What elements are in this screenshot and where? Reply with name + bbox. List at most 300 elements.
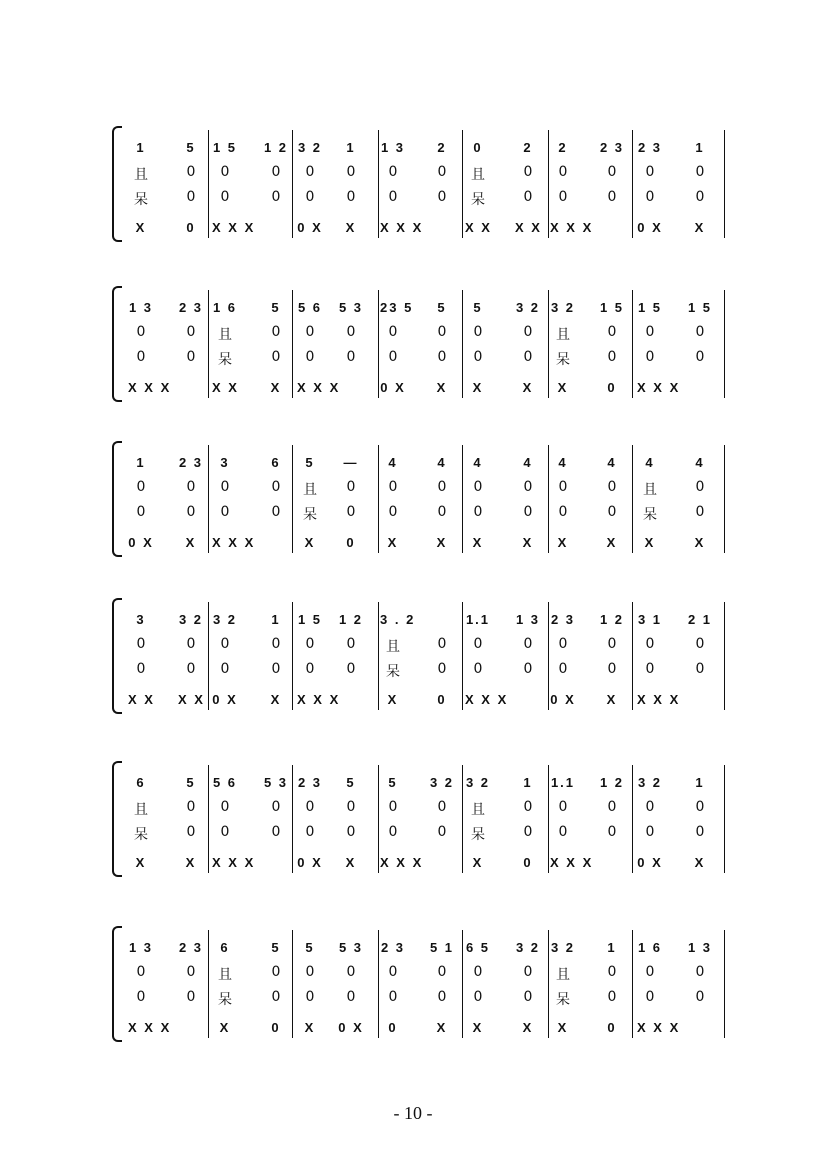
score-system — [0, 300, 826, 430]
perc-note: X — [304, 535, 316, 550]
gong-note: 0 — [558, 799, 568, 815]
perc-note: 0 X — [637, 855, 663, 870]
gong-note: 0 — [695, 964, 705, 980]
gu-note: 0 — [186, 504, 196, 520]
melody-note: 2 — [558, 140, 568, 155]
perc-note: X X X — [380, 220, 424, 235]
perc-note: X — [185, 535, 197, 550]
gu-note: 0 — [271, 661, 281, 677]
gu-note: 0 — [346, 189, 356, 205]
gu-note: 0 — [220, 189, 230, 205]
gu-note: 0 — [437, 824, 447, 840]
melody-note: 5 3 — [338, 300, 364, 315]
gu-note: 0 — [388, 504, 398, 520]
melody-note: 1 3 — [128, 940, 154, 955]
gu-note: 0 — [186, 661, 196, 677]
gu-note: 0 — [473, 349, 483, 365]
bar-line — [548, 445, 549, 553]
bar-line — [548, 765, 549, 873]
gong-note: 0 — [271, 636, 281, 652]
bar-line — [292, 765, 293, 873]
melody-note: 1 5 — [687, 300, 713, 315]
gu-note: 呆 — [134, 827, 148, 843]
bar-line — [462, 445, 463, 553]
gu-note: 0 — [607, 989, 617, 1005]
perc-note: X X — [178, 692, 205, 707]
gong-note: 0 — [645, 164, 655, 180]
melody-note: 3 2 — [465, 775, 491, 790]
perc-note: X X X — [128, 1020, 172, 1035]
perc-note: X X X — [297, 380, 341, 395]
score-system — [0, 940, 826, 1070]
perc-note: X — [436, 380, 448, 395]
melody-note: 1 — [695, 140, 705, 155]
system-brace — [112, 132, 124, 236]
melody-note: 5 3 — [263, 775, 289, 790]
gong-note: 0 — [346, 324, 356, 340]
gong-note: 0 — [220, 164, 230, 180]
gong-note: 0 — [558, 164, 568, 180]
perc-note: 0 — [346, 535, 356, 550]
gong-note: 0 — [437, 479, 447, 495]
perc-note: 0 — [607, 1020, 617, 1035]
gong-note: 0 — [305, 636, 315, 652]
gu-note: 0 — [271, 349, 281, 365]
gu-note: 0 — [645, 189, 655, 205]
gong-note: 且 — [303, 482, 317, 498]
melody-note: 5 — [271, 940, 281, 955]
melody-note: 2 — [523, 140, 533, 155]
gong-note: 0 — [695, 636, 705, 652]
bar-line — [378, 930, 379, 1038]
bar-line — [724, 602, 725, 710]
gu-note: 0 — [523, 349, 533, 365]
melody-note: 6 — [271, 455, 281, 470]
gong-note: 0 — [305, 799, 315, 815]
gong-note: 0 — [136, 324, 146, 340]
gong-note: 0 — [136, 479, 146, 495]
gu-note: 0 — [695, 349, 705, 365]
melody-note: 3 2 — [637, 775, 663, 790]
gong-note: 0 — [220, 799, 230, 815]
gong-note: 0 — [695, 799, 705, 815]
bar-line — [378, 130, 379, 238]
perc-note: X — [270, 692, 282, 707]
gong-note: 0 — [437, 636, 447, 652]
gu-note: 0 — [473, 989, 483, 1005]
bar-line — [632, 930, 633, 1038]
score-system — [0, 140, 826, 270]
melody-note: 1 5 — [212, 140, 238, 155]
perc-note: X — [694, 535, 706, 550]
melody-note: 1 5 — [297, 612, 323, 627]
bar-line — [292, 445, 293, 553]
melody-note: 4 — [388, 455, 398, 470]
melody-note: 5 — [346, 775, 356, 790]
perc-note: X X X — [637, 692, 681, 707]
perc-note: X X — [515, 220, 542, 235]
melody-note: 6 — [220, 940, 230, 955]
gong-note: 0 — [305, 964, 315, 980]
bar-line — [208, 290, 209, 398]
melody-note: 3 — [220, 455, 230, 470]
gu-note: 呆 — [471, 192, 485, 208]
melody-note: 2 — [437, 140, 447, 155]
bar-line — [378, 445, 379, 553]
gong-note: 0 — [607, 799, 617, 815]
gu-note: 0 — [523, 989, 533, 1005]
bar-line — [292, 130, 293, 238]
system-brace — [112, 292, 124, 396]
melody-note: 6 — [136, 775, 146, 790]
perc-note: X — [694, 855, 706, 870]
perc-note: 0 — [271, 1020, 281, 1035]
gu-note: 0 — [695, 661, 705, 677]
gong-note: 0 — [437, 324, 447, 340]
melody-note: 1 5 — [637, 300, 663, 315]
perc-note: X X X — [128, 380, 172, 395]
score-system — [0, 775, 826, 905]
gu-note: 0 — [558, 824, 568, 840]
gong-note: 且 — [218, 967, 232, 983]
melody-note: 1.1 — [465, 612, 491, 627]
perc-note: X — [522, 1020, 534, 1035]
perc-note: 0 X — [297, 855, 323, 870]
gong-note: 且 — [556, 967, 570, 983]
gong-note: 0 — [346, 479, 356, 495]
gu-note: 0 — [220, 504, 230, 520]
melody-note: 5 — [388, 775, 398, 790]
bar-line — [208, 765, 209, 873]
gong-note: 0 — [437, 964, 447, 980]
bar-line — [724, 445, 725, 553]
bar-line — [632, 602, 633, 710]
melody-note: 3 2 — [515, 940, 541, 955]
melody-note: 1 — [271, 612, 281, 627]
perc-note: X X X — [465, 692, 509, 707]
perc-note: X — [436, 1020, 448, 1035]
gu-note: 0 — [437, 989, 447, 1005]
gu-note: 0 — [437, 349, 447, 365]
bar-line — [462, 290, 463, 398]
gu-note: 0 — [695, 504, 705, 520]
gong-note: 0 — [220, 479, 230, 495]
gu-note: 0 — [136, 989, 146, 1005]
bar-line — [292, 290, 293, 398]
gu-note: 0 — [305, 824, 315, 840]
gong-note: 0 — [388, 324, 398, 340]
perc-note: 0 X — [637, 220, 663, 235]
gu-note: 呆 — [218, 352, 232, 368]
gu-note: 呆 — [556, 352, 570, 368]
gong-note: 0 — [186, 636, 196, 652]
melody-note: 4 — [473, 455, 483, 470]
melody-note: 4 — [695, 455, 705, 470]
melody-note: 0 — [473, 140, 483, 155]
bar-line — [208, 602, 209, 710]
gu-note: 0 — [607, 189, 617, 205]
gu-note: 0 — [645, 349, 655, 365]
gu-note: 呆 — [386, 664, 400, 680]
perc-note: X X — [465, 220, 492, 235]
gu-note: 0 — [523, 504, 533, 520]
bar-line — [724, 290, 725, 398]
gong-note: 0 — [558, 479, 568, 495]
gu-note: 0 — [305, 349, 315, 365]
melody-note: 2 3 — [178, 455, 204, 470]
bar-line — [462, 130, 463, 238]
gong-note: 0 — [523, 164, 533, 180]
gu-note: 0 — [695, 989, 705, 1005]
gu-note: 0 — [607, 504, 617, 520]
melody-note: 3 — [136, 612, 146, 627]
melody-note: 5 — [437, 300, 447, 315]
melody-note: 5 — [305, 455, 315, 470]
gu-note: 呆 — [556, 992, 570, 1008]
melody-note: 4 — [437, 455, 447, 470]
perc-note: X — [387, 692, 399, 707]
melody-note: 1.1 — [550, 775, 576, 790]
gu-note: 0 — [473, 504, 483, 520]
bar-line — [632, 445, 633, 553]
melody-note: 1 — [607, 940, 617, 955]
gu-note: 0 — [473, 661, 483, 677]
melody-note: 1 — [695, 775, 705, 790]
melody-note: 1 — [136, 140, 146, 155]
melody-note: 1 — [523, 775, 533, 790]
gong-note: 0 — [271, 164, 281, 180]
bar-line — [724, 765, 725, 873]
gong-note: 0 — [607, 324, 617, 340]
melody-note: 1 6 — [637, 940, 663, 955]
melody-note: 3 2 — [297, 140, 323, 155]
gu-note: 0 — [305, 661, 315, 677]
gong-note: 0 — [607, 479, 617, 495]
gong-note: 且 — [134, 802, 148, 818]
gong-note: 0 — [271, 479, 281, 495]
perc-note: 0 X — [338, 1020, 364, 1035]
perc-note: X — [387, 535, 399, 550]
gu-note: 0 — [305, 189, 315, 205]
gu-note: 0 — [523, 189, 533, 205]
bar-line — [292, 930, 293, 1038]
gu-note: 0 — [346, 989, 356, 1005]
gong-note: 0 — [473, 636, 483, 652]
gu-note: 0 — [558, 504, 568, 520]
perc-note: X — [185, 855, 197, 870]
gu-note: 0 — [437, 661, 447, 677]
gong-note: 0 — [523, 799, 533, 815]
gong-note: 0 — [558, 636, 568, 652]
gu-note: 0 — [388, 349, 398, 365]
perc-note: X — [557, 535, 569, 550]
bar-line — [292, 602, 293, 710]
gong-note: 0 — [346, 799, 356, 815]
perc-note: 0 X — [297, 220, 323, 235]
gong-note: 且 — [218, 327, 232, 343]
melody-note: 1 6 — [212, 300, 238, 315]
melody-note: 23 5 — [380, 300, 414, 315]
perc-note: X — [557, 380, 569, 395]
gu-note: 0 — [136, 504, 146, 520]
system-brace — [112, 767, 124, 871]
melody-note: 3 1 — [637, 612, 663, 627]
melody-note: 2 3 — [178, 300, 204, 315]
gong-note: 0 — [271, 964, 281, 980]
gu-note: 0 — [220, 824, 230, 840]
bar-line — [462, 765, 463, 873]
gu-note: 0 — [271, 504, 281, 520]
bar-line — [548, 290, 549, 398]
system-brace — [112, 604, 124, 708]
perc-note: 0 X — [550, 692, 576, 707]
gu-note: 0 — [437, 504, 447, 520]
perc-note: X — [694, 220, 706, 235]
melody-note: — — [343, 455, 359, 470]
perc-note: X — [557, 1020, 569, 1035]
system-brace — [112, 447, 124, 551]
melody-note: 5 — [305, 940, 315, 955]
melody-note: 2 3 — [178, 940, 204, 955]
perc-note: X X X — [380, 855, 424, 870]
gu-note: 0 — [346, 661, 356, 677]
melody-note: 2 3 — [380, 940, 406, 955]
gong-note: 0 — [607, 964, 617, 980]
gu-note: 0 — [607, 824, 617, 840]
gong-note: 0 — [607, 164, 617, 180]
gong-note: 0 — [695, 324, 705, 340]
score-system — [0, 455, 826, 585]
score-system — [0, 612, 826, 742]
gu-note: 0 — [437, 189, 447, 205]
gu-note: 0 — [695, 824, 705, 840]
perc-note: X — [270, 380, 282, 395]
melody-note: 1 2 — [599, 612, 625, 627]
gu-note: 呆 — [643, 507, 657, 523]
perc-note: 0 — [186, 220, 196, 235]
melody-note: 1 3 — [515, 612, 541, 627]
perc-note: X — [345, 220, 357, 235]
gu-note: 0 — [645, 989, 655, 1005]
gong-note: 0 — [186, 164, 196, 180]
gong-note: 0 — [695, 164, 705, 180]
gu-note: 0 — [558, 189, 568, 205]
bar-line — [208, 930, 209, 1038]
melody-note: 1 — [346, 140, 356, 155]
bar-line — [724, 930, 725, 1038]
melody-note: 6 5 — [465, 940, 491, 955]
bar-line — [548, 130, 549, 238]
gu-note: 0 — [136, 349, 146, 365]
perc-note: X X X — [212, 535, 256, 550]
gong-note: 0 — [473, 964, 483, 980]
gong-note: 0 — [645, 799, 655, 815]
gu-note: 0 — [388, 989, 398, 1005]
gu-note: 0 — [271, 189, 281, 205]
gu-note: 0 — [220, 661, 230, 677]
gu-note: 0 — [186, 189, 196, 205]
melody-note: 1 2 — [599, 775, 625, 790]
bar-line — [378, 290, 379, 398]
gong-note: 0 — [388, 479, 398, 495]
gu-note: 0 — [388, 824, 398, 840]
gong-note: 0 — [437, 164, 447, 180]
perc-note: X — [345, 855, 357, 870]
gong-note: 0 — [607, 636, 617, 652]
gong-note: 0 — [136, 964, 146, 980]
gong-note: 且 — [643, 482, 657, 498]
melody-note: 3 2 — [550, 300, 576, 315]
melody-note: 1 5 — [599, 300, 625, 315]
melody-note: 4 — [645, 455, 655, 470]
perc-note: X X X — [550, 220, 594, 235]
bar-line — [724, 130, 725, 238]
gu-note: 0 — [388, 189, 398, 205]
gu-note: 呆 — [134, 192, 148, 208]
melody-note: 4 — [523, 455, 533, 470]
gu-note: 呆 — [218, 992, 232, 1008]
perc-note: X — [472, 380, 484, 395]
melody-note: 5 6 — [212, 775, 238, 790]
perc-note: X — [135, 220, 147, 235]
bar-line — [548, 930, 549, 1038]
melody-note: 3 2 — [178, 612, 204, 627]
perc-note: X X X — [212, 855, 256, 870]
system-brace — [112, 932, 124, 1036]
gu-note: 0 — [186, 824, 196, 840]
bar-line — [378, 765, 379, 873]
gu-note: 0 — [607, 661, 617, 677]
perc-note: X — [472, 535, 484, 550]
gong-note: 且 — [471, 167, 485, 183]
perc-note: X — [606, 692, 618, 707]
gong-note: 0 — [346, 164, 356, 180]
gong-note: 0 — [645, 636, 655, 652]
melody-note: 1 2 — [263, 140, 289, 155]
gu-note: 呆 — [303, 507, 317, 523]
gu-note: 0 — [186, 349, 196, 365]
gong-note: 0 — [271, 799, 281, 815]
melody-note: 5 — [186, 140, 196, 155]
gong-note: 且 — [471, 802, 485, 818]
gong-note: 0 — [523, 964, 533, 980]
page-number: - 10 - — [393, 1103, 433, 1123]
melody-note: 1 3 — [128, 300, 154, 315]
melody-note: 1 3 — [380, 140, 406, 155]
melody-note: 2 3 — [637, 140, 663, 155]
gong-note: 0 — [346, 964, 356, 980]
gong-note: 0 — [473, 479, 483, 495]
melody-note: 1 3 — [687, 940, 713, 955]
melody-note: 1 2 — [338, 612, 364, 627]
gong-note: 0 — [186, 324, 196, 340]
bar-line — [462, 602, 463, 710]
melody-note: 1 — [136, 455, 146, 470]
gu-note: 0 — [558, 661, 568, 677]
gong-note: 0 — [271, 324, 281, 340]
bar-line — [548, 602, 549, 710]
bar-line — [632, 130, 633, 238]
perc-note: X X — [212, 380, 239, 395]
gu-note: 0 — [305, 989, 315, 1005]
bar-line — [208, 130, 209, 238]
perc-note: X — [135, 855, 147, 870]
perc-note: X — [522, 380, 534, 395]
bar-line — [632, 290, 633, 398]
gu-note: 0 — [346, 824, 356, 840]
gu-note: 0 — [645, 824, 655, 840]
melody-note: 3 2 — [212, 612, 238, 627]
